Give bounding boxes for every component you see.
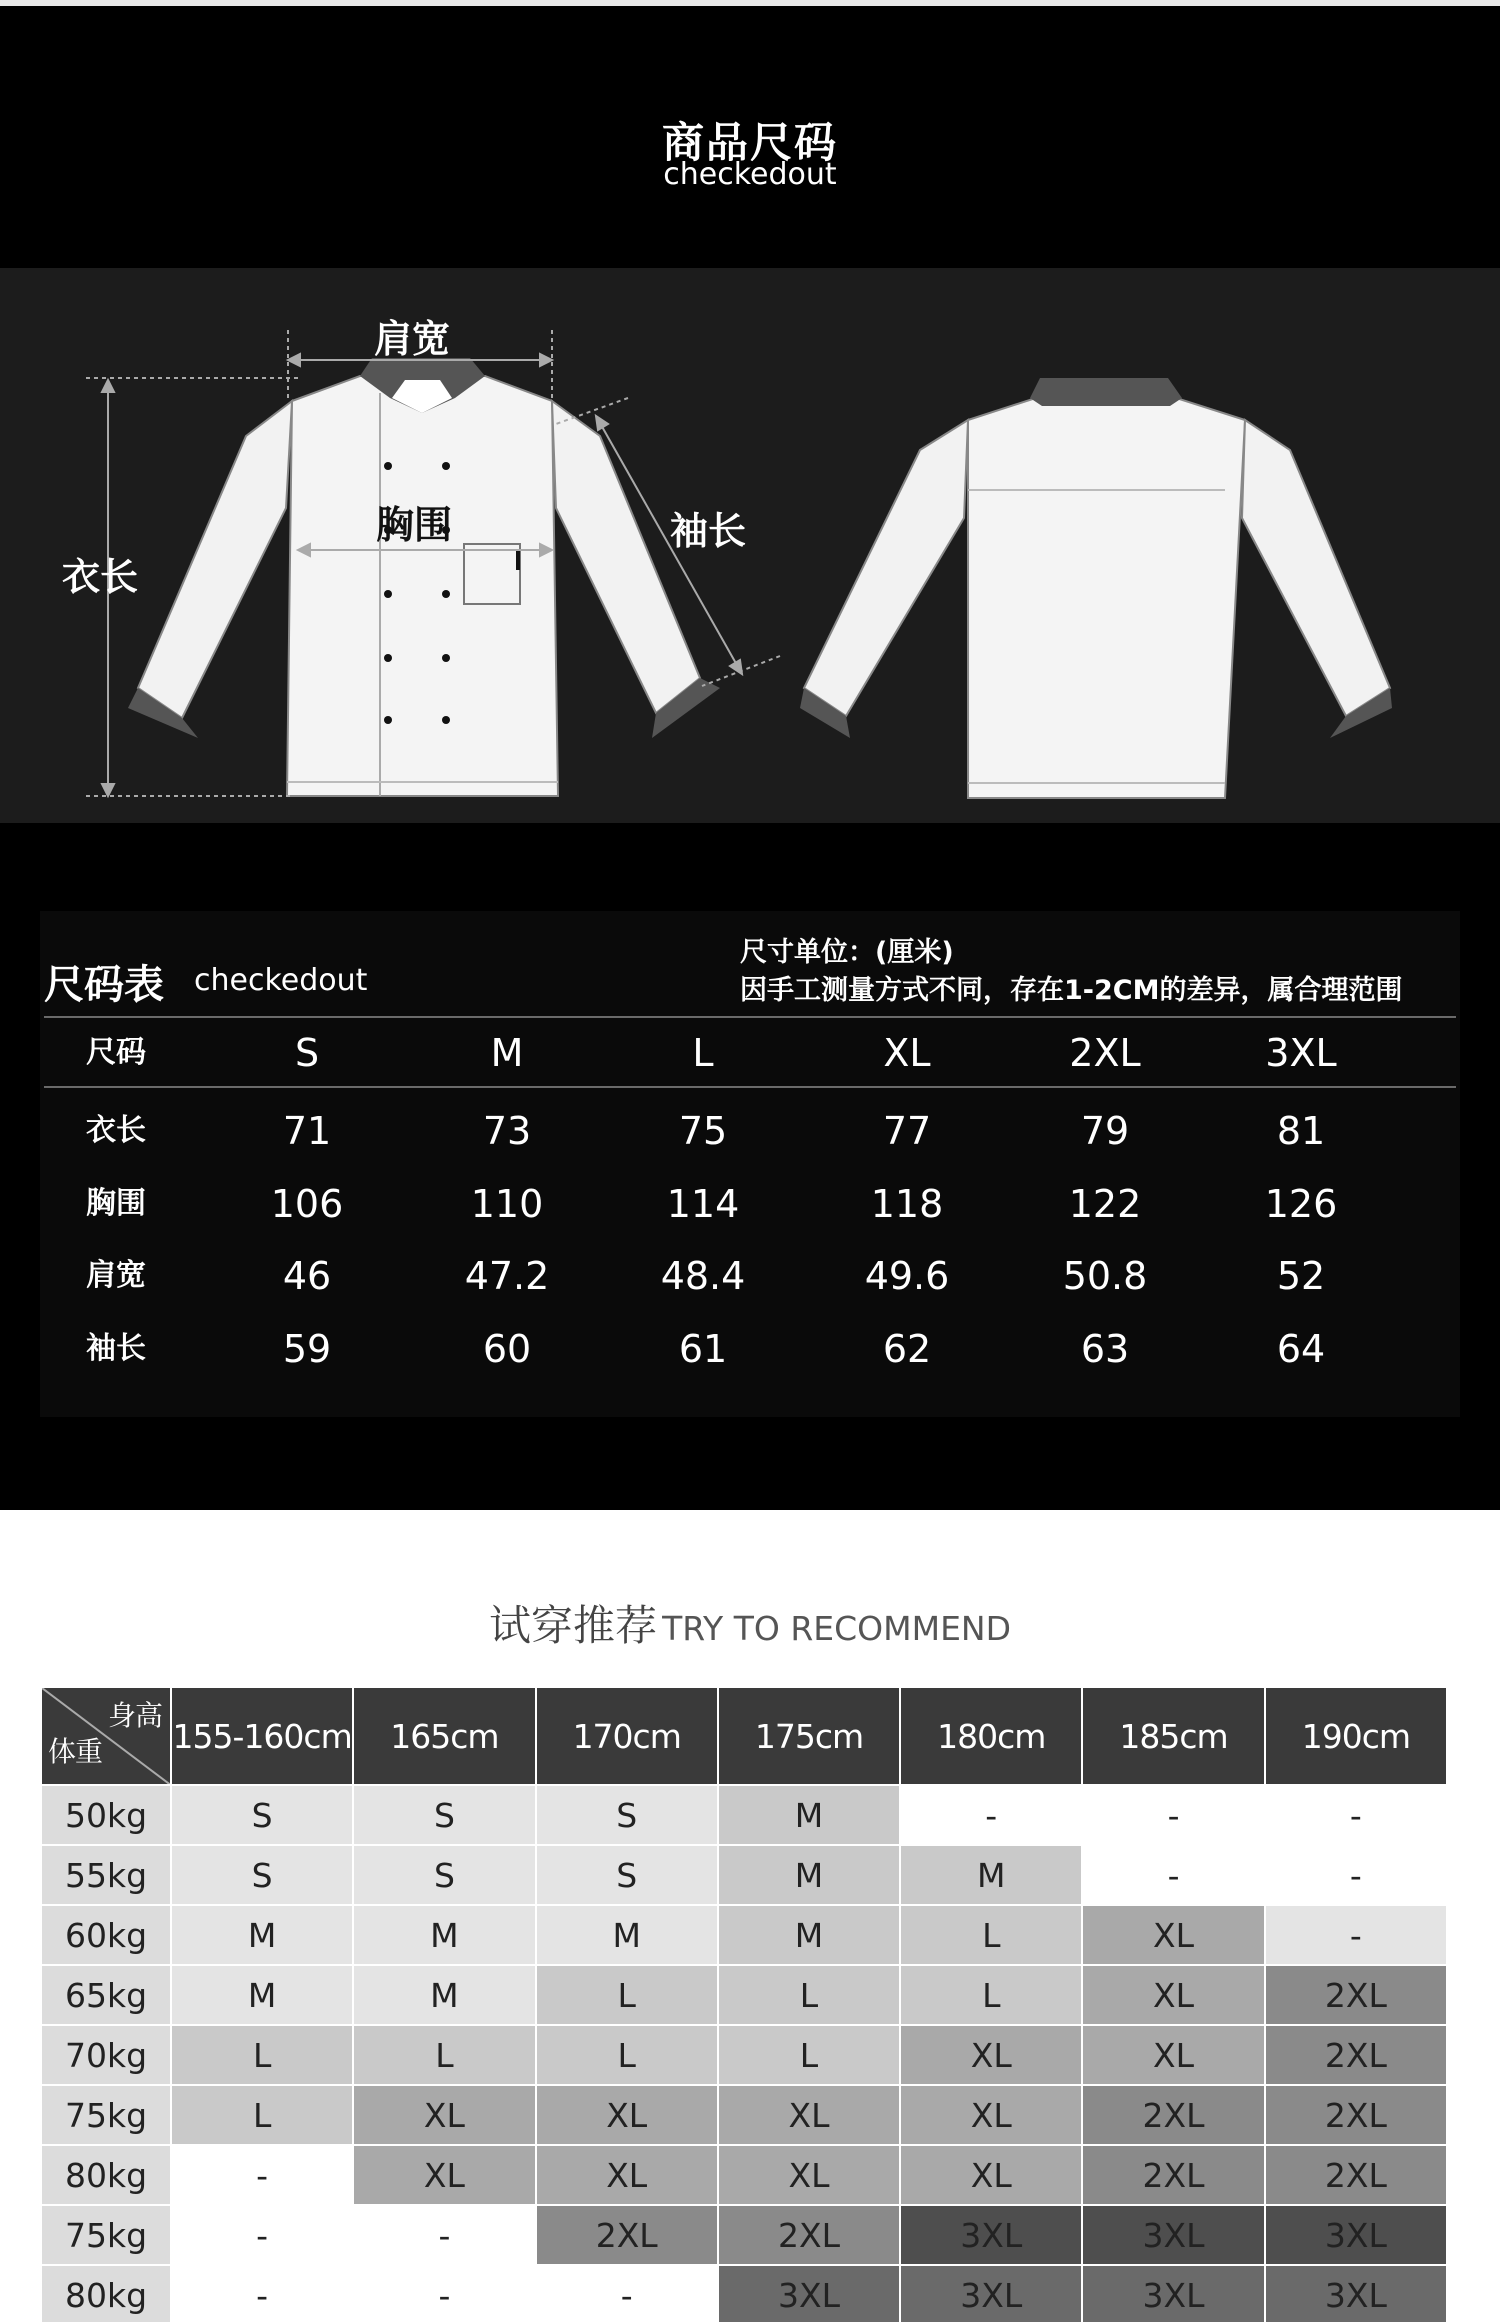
height-header: 175cm [718, 1687, 900, 1785]
recommend-row [41, 1785, 1447, 1845]
size-cell: 75 [678, 1109, 728, 1153]
recommend-cell: S [536, 1785, 718, 1845]
size-chart-title: 尺码表 [44, 962, 164, 1008]
weight-label: 60kg [41, 1905, 171, 1965]
front-jacket [128, 358, 720, 796]
recommend-cell: - [1082, 1785, 1264, 1845]
size-row-label: 肩宽 [86, 1258, 146, 1293]
size-header-cell: S [294, 1031, 320, 1075]
size-cell: 48.4 [660, 1254, 746, 1298]
recommend-cell: XL [1082, 1965, 1264, 2025]
recommend-cell: XL [1082, 1905, 1264, 1965]
recommend-cell: M [900, 1845, 1082, 1905]
recommend-cell: S [536, 1845, 718, 1905]
size-cell: 47.2 [464, 1254, 550, 1298]
size-chart-divider-header [44, 1086, 1456, 1088]
recommend-cell: L [171, 2085, 353, 2145]
size-cell: 61 [678, 1327, 728, 1371]
recommend-header-row [41, 1687, 1447, 1785]
recommend-cell: XL [900, 2145, 1082, 2205]
size-cell: 126 [1264, 1182, 1338, 1226]
recommend-row [41, 2265, 1447, 2322]
recommend-cell: M [718, 1785, 900, 1845]
recommend-row [41, 1905, 1447, 1965]
height-header: 180cm [900, 1687, 1082, 1785]
size-cell: 73 [482, 1109, 532, 1153]
recommend-cell: M [353, 1965, 535, 2025]
size-cell: 122 [1068, 1182, 1142, 1226]
recommend-body [41, 1785, 1447, 2322]
weight-label: 80kg [41, 2145, 171, 2205]
label-chest: 胸围 [376, 503, 453, 547]
recommend-cell: 3XL [1265, 2205, 1447, 2265]
height-header: 155-160cm [171, 1687, 353, 1785]
recommend-cell: M [171, 1905, 353, 1965]
recommend-cell: M [718, 1905, 900, 1965]
size-cell: 118 [870, 1182, 944, 1226]
recommend-cell: 2XL [1265, 2145, 1447, 2205]
recommend-cell: XL [1082, 2025, 1264, 2085]
size-chart-subtitle: checkedout [194, 963, 368, 998]
recommend-corner-cell [41, 1687, 171, 1785]
recommend-title [0, 1593, 1500, 1653]
corner-weight-label: 体重 [48, 1735, 103, 1768]
recommend-cell: 2XL [1265, 2085, 1447, 2145]
recommend-cell: L [536, 2025, 718, 2085]
recommend-cell: 3XL [1082, 2205, 1264, 2265]
recommend-cell: - [900, 1785, 1082, 1845]
recommend-row [41, 2025, 1447, 2085]
recommend-cell: XL [900, 2085, 1082, 2145]
size-header-cell: 2XL [1069, 1031, 1141, 1075]
page-subtitle: checkedout [663, 157, 837, 192]
recommend-cell: 2XL [718, 2205, 900, 2265]
size-row-label: 衣长 [86, 1113, 146, 1148]
size-cell: 62 [882, 1327, 932, 1371]
size-cell: 64 [1276, 1327, 1326, 1371]
size-chart-unit-note: 尺寸单位：(厘米) [740, 937, 954, 968]
size-cell: 59 [282, 1327, 332, 1371]
size-row-label: 胸围 [86, 1186, 146, 1221]
size-header-cell: 3XL [1265, 1031, 1337, 1075]
size-cell: 81 [1276, 1109, 1326, 1153]
size-cell: 46 [282, 1254, 332, 1298]
recommend-cell: - [1082, 1845, 1264, 1905]
recommend-cell: M [536, 1905, 718, 1965]
recommend-cell: XL [718, 2085, 900, 2145]
size-header-cell: L [692, 1031, 714, 1075]
height-header: 170cm [536, 1687, 718, 1785]
page-title: 商品尺码 [661, 118, 838, 167]
recommend-cell: 2XL [536, 2205, 718, 2265]
size-cell: 60 [482, 1327, 532, 1371]
recommend-cell: - [1265, 1785, 1447, 1845]
recommend-cell: L [171, 2025, 353, 2085]
recommend-cell: 2XL [1265, 1965, 1447, 2025]
size-cell: 71 [282, 1109, 332, 1153]
weight-label: 65kg [41, 1965, 171, 2025]
recommend-cell: L [900, 1965, 1082, 2025]
recommend-cell: L [536, 1965, 718, 2025]
recommend-row [41, 1845, 1447, 1905]
size-cell: 50.8 [1062, 1254, 1148, 1298]
recommend-cell: 3XL [900, 2205, 1082, 2265]
corner-height-label: 身高 [107, 1699, 162, 1732]
weight-label: 75kg [41, 2205, 171, 2265]
recommend-cell: 3XL [1265, 2265, 1447, 2322]
recommend-row [41, 2145, 1447, 2205]
size-cell: 63 [1080, 1327, 1130, 1371]
label-sleeve: 袖长 [670, 509, 747, 553]
recommend-cell: - [1265, 1905, 1447, 1965]
size-cell: 52 [1276, 1254, 1326, 1298]
back-jacket [800, 378, 1392, 798]
size-cell: 114 [666, 1182, 740, 1226]
size-chart-divider-top [44, 1016, 1456, 1018]
recommend-cell: XL [536, 2085, 718, 2145]
size-chart-header-row [44, 1023, 1456, 1083]
recommend-cell: M [171, 1965, 353, 2025]
size-header-cell: M [490, 1031, 524, 1075]
size-header-label: 尺码 [86, 1035, 146, 1070]
recommend-row [41, 2085, 1447, 2145]
label-length: 衣长 [62, 555, 139, 599]
recommend-cell: - [353, 2205, 535, 2265]
label-shoulder: 肩宽 [374, 317, 451, 361]
recommend-cell: - [1265, 1845, 1447, 1905]
weight-label: 80kg [41, 2265, 171, 2322]
recommend-cell: - [171, 2145, 353, 2205]
size-cell: 77 [882, 1109, 932, 1153]
recommend-cell: - [171, 2265, 353, 2322]
recommend-cell: L [718, 1965, 900, 2025]
recommend-cell: 3XL [900, 2265, 1082, 2322]
recommend-cell: L [900, 1905, 1082, 1965]
recommend-cell: XL [900, 2025, 1082, 2085]
size-row-length [44, 1101, 1456, 1161]
recommend-cell: S [171, 1785, 353, 1845]
recommend-cell: S [171, 1845, 353, 1905]
recommend-cell: 2XL [1082, 2085, 1264, 2145]
recommend-cell: 3XL [718, 2265, 900, 2322]
recommend-cell: M [353, 1905, 535, 1965]
recommend-cell: S [353, 1785, 535, 1845]
jacket-diagram [0, 268, 1500, 823]
weight-label: 75kg [41, 2085, 171, 2145]
height-header: 165cm [353, 1687, 535, 1785]
size-row-chest [44, 1174, 1456, 1234]
size-chart-tolerance-note: 因手工测量方式不同，存在1-2CM的差异，属合理范围 [740, 975, 1403, 1006]
size-cell: 110 [470, 1182, 544, 1226]
size-row-label: 袖长 [86, 1331, 146, 1366]
recommend-row [41, 2205, 1447, 2265]
size-chart-section [0, 823, 1500, 1510]
recommend-cell: XL [718, 2145, 900, 2205]
recommend-cell: 2XL [1082, 2145, 1264, 2205]
recommend-table [40, 1686, 1448, 2322]
weight-label: 70kg [41, 2025, 171, 2085]
recommend-cell: - [536, 2265, 718, 2322]
recommend-cell: L [718, 2025, 900, 2085]
jacket-illustration [0, 268, 1500, 823]
recommend-title-en: TRY TO RECOMMEND [662, 1609, 1012, 1648]
size-cell: 49.6 [864, 1254, 950, 1298]
height-header: 190cm [1265, 1687, 1447, 1785]
recommend-cell: 2XL [1265, 2025, 1447, 2085]
recommend-cell: XL [353, 2145, 535, 2205]
weight-label: 50kg [41, 1785, 171, 1845]
recommend-cell: L [353, 2025, 535, 2085]
height-header: 185cm [1082, 1687, 1264, 1785]
size-header-cell: XL [883, 1031, 931, 1075]
recommend-row [41, 1965, 1447, 2025]
recommend-cell: XL [536, 2145, 718, 2205]
recommend-cell: - [353, 2265, 535, 2322]
recommend-cell: S [353, 1845, 535, 1905]
size-row-shoulder [44, 1246, 1456, 1306]
weight-label: 55kg [41, 1845, 171, 1905]
recommend-cell: M [718, 1845, 900, 1905]
size-cell: 106 [270, 1182, 344, 1226]
recommend-cell: XL [353, 2085, 535, 2145]
size-cell: 79 [1080, 1109, 1130, 1153]
recommend-cell: 3XL [1082, 2265, 1264, 2322]
recommend-title-cn: 试穿推荐 [488, 1601, 657, 1650]
size-row-sleeve [44, 1319, 1456, 1379]
recommend-cell: - [171, 2205, 353, 2265]
